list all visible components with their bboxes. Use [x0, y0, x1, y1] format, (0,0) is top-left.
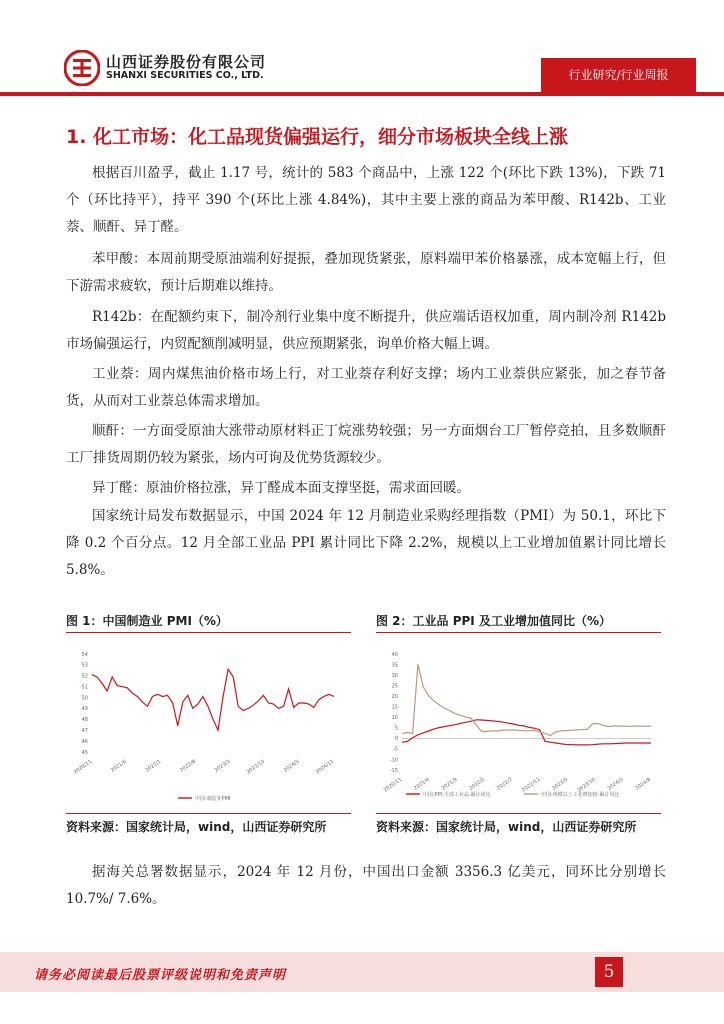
y-tick-label: 15	[391, 704, 398, 711]
paragraph-benzoic-acid: 苯甲酸：本周前期受原油端利好提振，叠加现货紧张，原料端甲苯价格暴涨，成本宽幅上行，但下游需求疲软，预计后期难以维持。	[66, 251, 666, 294]
ppi-series-line	[402, 720, 651, 745]
industrial-value-series-line	[402, 664, 651, 735]
y-tick-label: 49	[81, 706, 88, 713]
y-tick-label: 10	[391, 715, 398, 722]
paragraph-macro-data: 国家统计局发布数据显示，中国 2024 年 12 月制造业采购经理指数（PMI）为 50.1，环比下降 0.2 个百分点。12 月全部工业品 PPI 累计同比下降 2.2%，规模以上工业增加值累计同比增长 5.8%。	[66, 508, 666, 578]
paragraph-maleic-anhydride: 顺酐：一方面受原油大涨带动原材料正丁烷涨势较强；另一方面烟台工厂暂停竞拍，且多数顺酐工厂排货周期仍较为紧张，场内可询及优势货源较少。	[66, 423, 666, 466]
ppi-legend-label: 中国:PPI:全部工业品:累计同比	[423, 792, 491, 798]
paragraph-r142b: R142b：在配额约束下，制冷剂行业集中度不断提升，供应端话语权加重，周内制冷剂 R142b 市场偏强运行，内贸配额削减明显，供应预期紧张，询单价格大幅上调。	[66, 309, 666, 352]
y-tick-label: 35	[391, 662, 398, 669]
company-logo-icon	[64, 50, 100, 86]
paragraph-industrial-naphthalene: 工业萘：周内煤焦油价格市场上行，对工业萘存利好支撑；场内工业萘供应紧张，加之春节备货，从而对工业萘总体需求增加。	[66, 366, 666, 409]
y-tick-label: 20	[391, 693, 398, 700]
figure-1-title: 图 1：中国制造业 PMI（%）	[66, 614, 228, 628]
y-tick-label: 48	[81, 717, 88, 724]
figure-2-title: 图 2：工业品 PPI 及工业增加值同比（%）	[376, 614, 611, 628]
x-tick-label: 2021/6	[109, 758, 128, 774]
report-category-tab: 行业研究/行业周报	[541, 58, 696, 92]
y-tick-label: 54	[81, 651, 88, 658]
x-tick-label: 2024/12	[314, 758, 336, 776]
pmi-series-line	[92, 669, 334, 730]
x-tick-label: 2024/3	[606, 776, 625, 792]
y-tick-label: 47	[81, 728, 88, 735]
y-tick-label: 53	[81, 662, 88, 669]
x-tick-label: 2020/11	[382, 776, 404, 794]
y-tick-label: -5	[393, 746, 398, 753]
paragraph-exports: 据海关总署数据显示，2024 年 12 月份，中国出口金额 3356.3 亿美元，同环比分别增长 10.7%/ 7.6%。	[66, 864, 666, 907]
x-tick-label: 2021/9	[440, 776, 459, 792]
pmi-line-chart	[66, 642, 351, 810]
x-tick-label: 2022/12	[521, 776, 542, 794]
y-tick-label: 45	[81, 749, 88, 756]
y-tick-label: 40	[391, 651, 398, 658]
company-name-en: SHANXI SECURITIES CO., LTD.	[106, 70, 264, 81]
y-tick-label: 5	[394, 725, 398, 732]
x-tick-label: 2024/5	[282, 758, 301, 774]
x-tick-label: 2022/8	[179, 758, 197, 774]
industrial-value-legend-label: 中国:规模以上工业增加值:累计同比	[541, 792, 620, 798]
y-tick-label: 46	[81, 738, 88, 745]
figure-2-top-rule	[376, 632, 661, 633]
x-tick-label: 2020/11	[72, 758, 94, 776]
figure-2-bottom-rule	[376, 813, 661, 814]
page-number: 5	[595, 957, 623, 987]
footer-disclaimer: 请务必阅读最后股票评级说明和免责声明	[34, 968, 287, 983]
x-tick-label: 2024/8	[634, 776, 653, 792]
x-tick-label: 2022/7	[495, 776, 514, 792]
header-divider	[0, 92, 724, 96]
y-tick-label: 50	[81, 695, 88, 702]
figure-2-source: 资料来源：国家统计局，wind，山西证券研究所	[376, 820, 637, 834]
ppi-industrial-value-chart	[376, 642, 661, 810]
figure-1-top-rule	[66, 632, 351, 633]
x-tick-label: 2022/1	[144, 758, 163, 774]
y-tick-label: -15	[389, 767, 398, 774]
x-tick-label: 2022/2	[468, 776, 487, 792]
pmi-legend-label: 中国:制造业PMI	[195, 796, 231, 802]
figure-1-bottom-rule	[66, 813, 351, 814]
paragraph-market-summary: 根据百川盈孚，截止 1.17 号，统计的 583 个商品中，上涨 122 个(环比下跌 13%)，下跌 71 个（环比持平），持平 390 个(环比上涨 4.84%)，其中主要上涨的商品为苯甲酸、R142b、工业萘、顺酐、异丁醛。	[66, 165, 666, 235]
paragraph-isobutyraldehyde: 异丁醛：原油价格拉涨，异丁醛成本面支撑坚挺，需求面回暖。	[92, 480, 470, 496]
x-tick-label: 2021/4	[412, 776, 431, 792]
section-title: 1. 化工市场：化工品现货偏强运行，细分市场板块全线上涨	[66, 126, 569, 148]
y-tick-label: 30	[391, 672, 398, 679]
x-tick-label: 2023/5	[551, 776, 570, 792]
y-tick-label: 0	[394, 736, 398, 743]
company-name-cn: 山西证券股份有限公司	[106, 53, 267, 71]
y-tick-label: 52	[81, 673, 88, 680]
figure-1-source: 资料来源：国家统计局，wind，山西证券研究所	[66, 820, 327, 834]
x-tick-label: 2023/10	[245, 758, 267, 776]
y-tick-label: 51	[81, 684, 88, 691]
x-tick-label: 2023/10	[576, 776, 597, 794]
y-tick-label: 25	[391, 683, 398, 690]
x-tick-label: 2023/3	[213, 758, 232, 774]
y-tick-label: -10	[389, 757, 398, 764]
